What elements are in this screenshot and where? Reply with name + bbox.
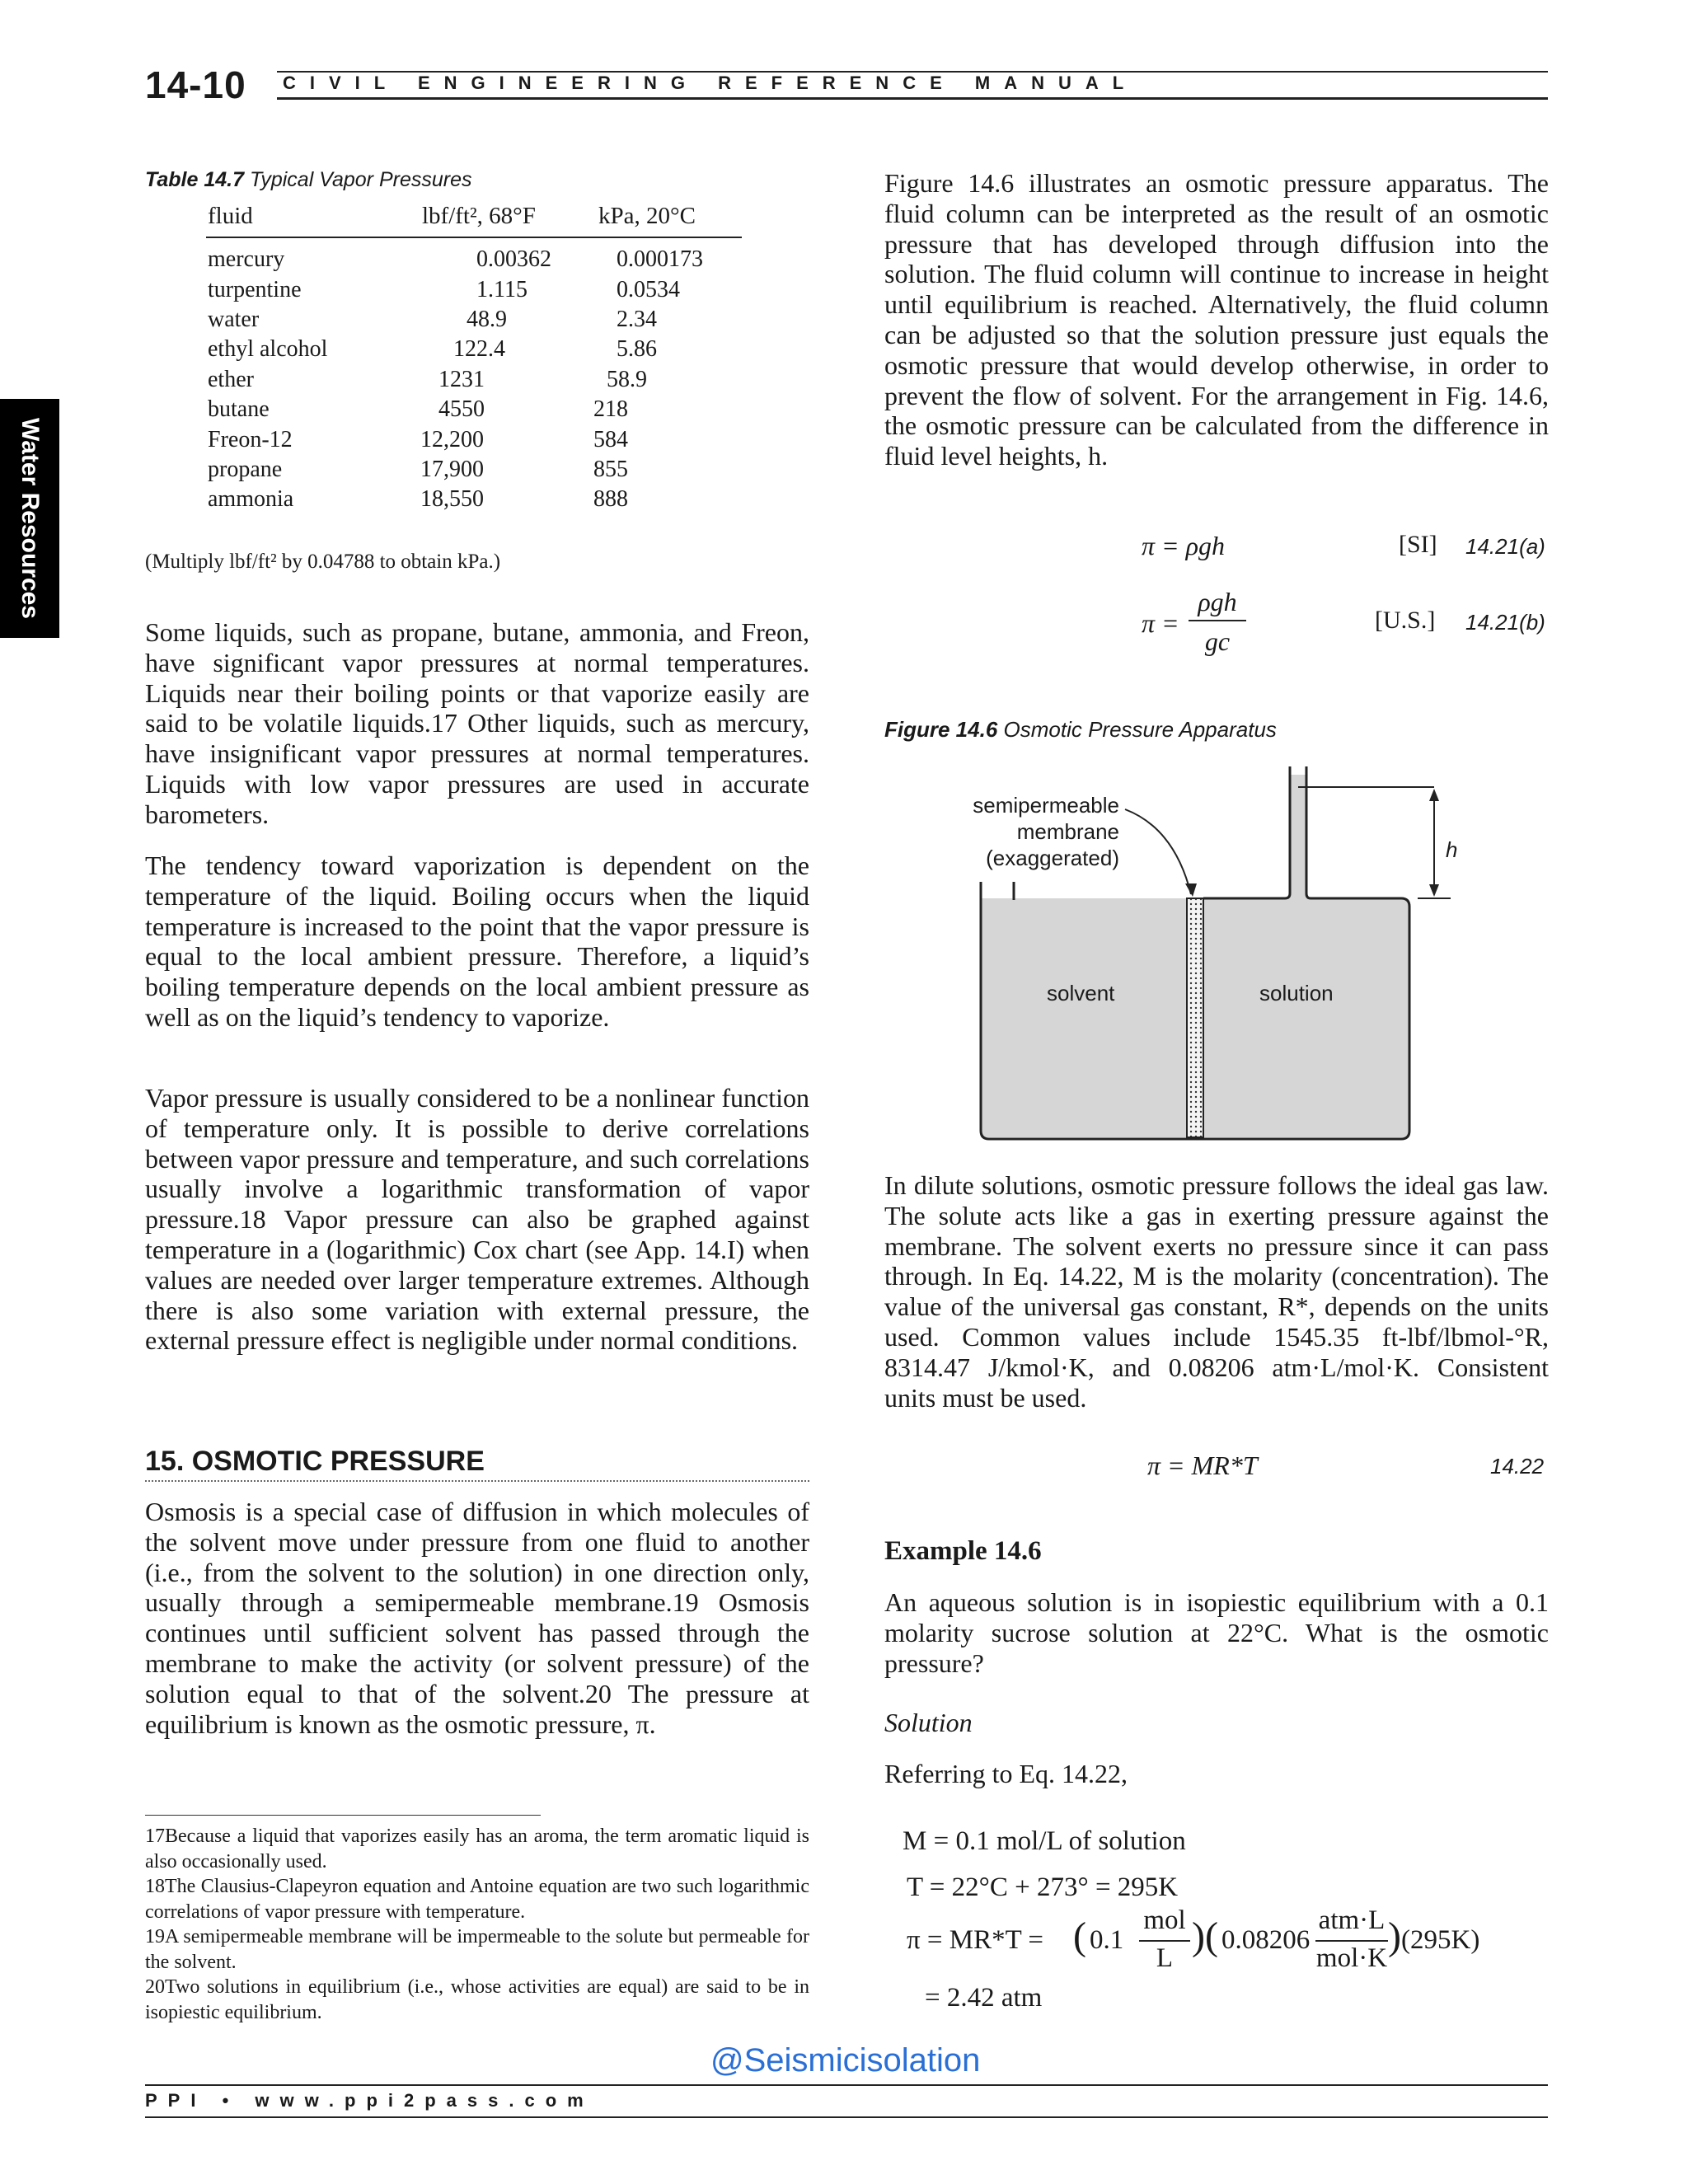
table-cell-fluid: ammonia <box>208 486 294 512</box>
fraction-bar <box>1315 1940 1388 1942</box>
label-membrane: membrane <box>1016 819 1119 844</box>
table-rule <box>206 237 742 238</box>
paragraph-osmosis: Osmosis is a special case of diffusion in which molecules of the solvent move under pressure from one fluid to another (i.e., from the solvent to the solution) in one direction only, usually through a semipermeable membrane.19 Osmosis continues until sufficient solvent has passed through the membrane to make the activity (or solvent pressure) of the solution equal to that of the solvent.20 The pressure at equilibrium is known as the osmotic pressure, π. <box>145 1497 809 1739</box>
paren-right: ) <box>1192 1915 1205 1958</box>
equation-unit-us: [U.S.] <box>1375 607 1436 634</box>
solution-label: Solution <box>884 1708 973 1737</box>
fraction-gas-numerator: atm·L <box>1318 1905 1386 1935</box>
table-cell-si: 2.34 <box>617 307 657 332</box>
footer-rule <box>145 2084 1548 2086</box>
footnote-17: 17Because a liquid that vaporizes easily has an aroma, the term aromatic liquid is also occasionally used. <box>145 1825 809 1872</box>
paragraph-osmotic-apparatus: Figure 14.6 illustrates an osmotic pressure apparatus. The fluid column can be interpreted as the result of an osmotic pressure that has developed through diffusion into the solution. The fluid column will continue to increase in height until equilibrium is reached. Alternatively, the fluid column can be adjusted so that the solution pressure just equals the osmotic pressure that would develop otherwise, in order to prevent the flow of solvent. For the arrangement in Fig. 14.6, the osmotic pressure can be calculated from the difference in fluid level heights, h. <box>884 168 1549 471</box>
table-cell-fluid: Freon-12 <box>208 427 293 452</box>
equation-14-21b-numerator: ρgh <box>1198 587 1237 616</box>
example-problem: An aqueous solution is in isopiestic equilibrium with a 0.1 molarity sucrose solution at 22°C. What is the osmotic pressure? <box>884 1587 1549 1678</box>
figure-caption-title: Osmotic Pressure Apparatus <box>1003 717 1277 742</box>
equation-unit-si: [SI] <box>1399 531 1437 558</box>
table-cell-us: 0.00362 <box>476 246 551 272</box>
table-cell-fluid: propane <box>208 457 283 482</box>
paragraph-boiling: The tendency toward vaporization is dependent on the temperature of the liquid. Boiling occurs when the liquid temperature is increased to the point that the vapor pressure is equal to the local ambient pressure. Therefore, a liquid’s boiling temperature depends on the local ambient pressure as well as on the liquid’s tendency to vaporize. <box>145 851 809 1032</box>
table-cell-si: 0.000173 <box>617 246 703 272</box>
solution-line-temperature: T = 22°C + 273° = 295K <box>907 1872 1179 1902</box>
equation-14-21a: π = ρgh <box>1142 531 1225 560</box>
equation-14-21b-denominator: gc <box>1204 626 1231 656</box>
table-cell-fluid: ether <box>208 367 254 392</box>
table-cell-fluid: turpentine <box>208 277 302 302</box>
table-caption-title: Typical Vapor Pressures <box>249 168 472 191</box>
table-caption <box>145 168 471 192</box>
section-heading-rule <box>145 1480 809 1482</box>
table-cell-us: 122.4 <box>453 336 505 362</box>
table-cell-us: 18,550 <box>420 486 484 512</box>
paragraph-volatile-liquids: Some liquids, such as propane, butane, ammonia, and Freon, have significant vapor pressures at normal temperatures. Liquids near their boiling points or that vaporize easily are said to be volatile liquids.17 Other liquids, such as mercury, have insignificant vapor pressures at normal temperatures. Liquids with low vapor pressures are used in accurate barometers. <box>145 617 809 829</box>
paragraph-vapor-pressure-temperature: Vapor pressure is usually considered to be a nonlinear function of temperature only. It is possible to derive correlations between vapor pressure and temperature, and such correlations usually involve a logarithmic transformation of vapor pressure.18 Vapor pressure can also be graphed against temperature in a (logarithmic) Cox chart (see App. 14.I) when values are needed over larger temperature extremes. Although there is also some variation with external pressure, the external pressure effect is negligible under normal conditions. <box>145 1083 809 1356</box>
label-solvent: solvent <box>1047 981 1115 1005</box>
side-tab-label: Water Resources <box>16 418 44 619</box>
equation-14-21b-lhs: π = <box>1142 608 1179 638</box>
chapter-side-tab <box>0 399 59 638</box>
footnote-20: 20Two solutions in equilibrium (i.e., whose activities are equal) are said to be in isopiestic equilibrium. <box>145 1976 809 2023</box>
semipermeable-membrane <box>1187 898 1203 1137</box>
table-note: (Multiply lbf/ft² by 0.04788 to obtain kPa.) <box>145 551 501 573</box>
page-number: 14-10 <box>145 63 246 106</box>
table-cell-us: 12,200 <box>420 427 484 452</box>
fraction-bar <box>1139 1940 1190 1942</box>
watermark: @Seismicisolation <box>710 2042 981 2079</box>
solution-value-temperature: (295K) <box>1401 1925 1480 1955</box>
solvent-fluid <box>981 898 1187 1137</box>
fraction-bar <box>1189 620 1246 621</box>
table-cell-us: 1231 <box>438 367 485 392</box>
fraction-mol-numerator: mol <box>1143 1905 1186 1935</box>
header-rule <box>277 97 1548 100</box>
label-semipermeable: semipermeable <box>973 793 1119 818</box>
table-cell-fluid: ethyl alcohol <box>208 336 328 362</box>
paren-right: ) <box>1388 1915 1401 1958</box>
table-cell-si: 5.86 <box>617 336 657 362</box>
example-heading: Example 14.6 <box>884 1536 1042 1566</box>
table-header-fluid: fluid <box>208 203 253 229</box>
table-cell-si: 584 <box>593 427 628 452</box>
paragraph-dilute-solutions: In dilute solutions, osmotic pressure follows the ideal gas law. The solute acts like a gas in exerting pressure against the membrane. The solvent exerts no pressure since it can pass through. In Eq. 14.22, M is the molarity (concentration). The value of the universal gas constant, R*, depends on the units used. Common values include 1545.35 ft-lbf/lbmol-°R, 8314.47 J/kmol·K, and 0.08206 atm·L/mol·K. Consistent units must be used. <box>884 1170 1549 1413</box>
equation-14-22: π = MR*T <box>1147 1451 1258 1480</box>
footer-publisher: PPI • www.ppi2pass.com <box>145 2090 594 2111</box>
fraction-gas-denominator: mol·K <box>1315 1943 1388 1973</box>
table-cell-si: 58.9 <box>607 367 647 392</box>
equation-number: 14.22 <box>1490 1454 1545 1479</box>
label-solution: solution <box>1259 981 1334 1005</box>
solution-line-molarity: M = 0.1 mol/L of solution <box>903 1826 1186 1856</box>
footnote-18: 18The Clausius-Clapeyron equation and Antoine equation are two such logarithmic correlations of vapor pressure with temperature. <box>145 1876 809 1923</box>
footnote-rule <box>145 1815 541 1816</box>
label-h: h <box>1446 837 1458 862</box>
running-header-title: CIVIL ENGINEERING REFERENCE MANUAL <box>283 73 1138 93</box>
solution-value-molarity: 0.1 <box>1090 1925 1124 1955</box>
table-cell-us: 1.115 <box>476 277 528 302</box>
equation-number: 14.21(b) <box>1465 610 1545 635</box>
table-header-si: kPa, 20°C <box>598 203 696 229</box>
table-cell-us: 48.9 <box>467 307 507 332</box>
paren-left: ( <box>1073 1915 1086 1958</box>
table-cell-si: 0.0534 <box>617 277 680 302</box>
membrane-leader-arrowhead <box>1185 883 1197 897</box>
table-cell-si: 888 <box>593 486 628 512</box>
solution-line-calc-lhs: π = MR*T = <box>907 1925 1044 1955</box>
paren-left: ( <box>1205 1915 1218 1958</box>
table-cell-fluid: mercury <box>208 246 285 272</box>
solution-lead: Referring to Eq. 14.22, <box>884 1759 1128 1788</box>
table-cell-us: 17,900 <box>420 457 484 482</box>
footnote-19: 19A semipermeable membrane will be impermeable to the solute but permeable for the solvent. <box>145 1926 809 1973</box>
fraction-mol-denominator: L <box>1156 1943 1174 1973</box>
table-cell-fluid: butane <box>208 396 270 422</box>
solution-result: = 2.42 atm <box>925 1983 1043 2013</box>
equation-number: 14.21(a) <box>1465 534 1545 559</box>
footer-rule <box>145 2116 1548 2118</box>
h-arrow-up <box>1429 789 1439 801</box>
figure-caption-label: Figure 14.6 <box>884 717 998 742</box>
section-heading: 15. OSMOTIC PRESSURE <box>145 1446 485 1477</box>
table-cell-us: 4550 <box>438 396 485 422</box>
column-outline <box>1203 766 1290 898</box>
table-caption-label: Table 14.7 <box>145 168 244 191</box>
figure-caption <box>884 717 1277 743</box>
table-cell-fluid: water <box>208 307 260 332</box>
table-header-us: lbf/ft², 68°F <box>422 203 536 229</box>
label-exaggerated: (exaggerated) <box>986 846 1119 870</box>
table-cell-si: 855 <box>593 457 628 482</box>
membrane-leader-arrow <box>1125 809 1191 894</box>
solution-value-gas-constant: 0.08206 <box>1221 1925 1311 1955</box>
table-cell-si: 218 <box>593 396 628 422</box>
h-arrow-down <box>1429 884 1439 897</box>
